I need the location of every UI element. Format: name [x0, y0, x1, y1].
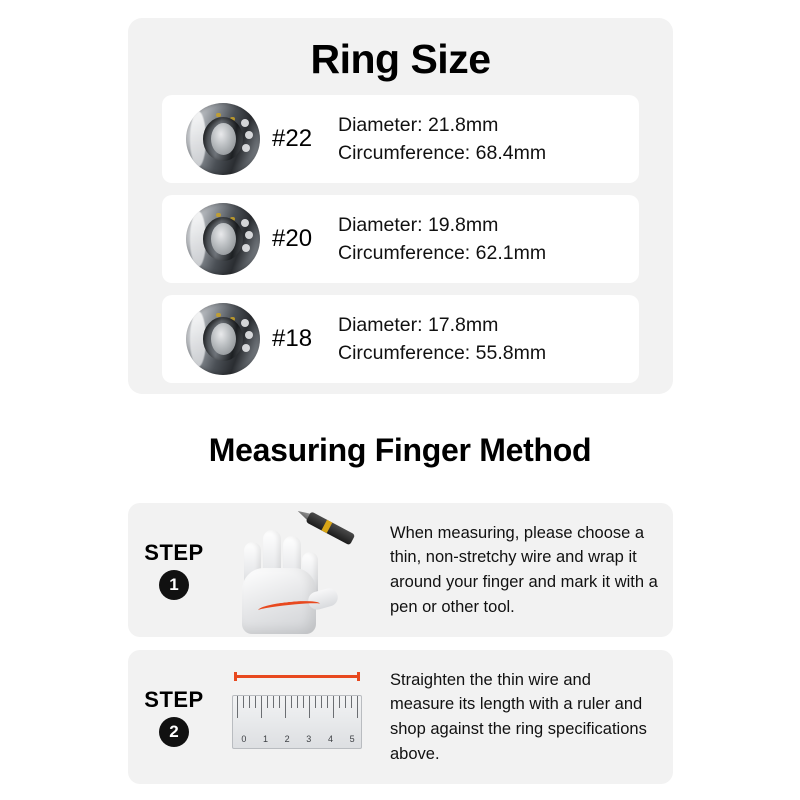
step-number: 1 [159, 570, 189, 600]
ring-circumference: Circumference: 62.1mm [338, 242, 547, 264]
ring-circumference: Circumference: 68.4mm [338, 142, 547, 164]
ring-size-label: #18 [272, 325, 313, 352]
step-description: Straighten the thin wire and measure its length with a ruler and shop against the ring specifications above. [390, 670, 647, 763]
step-description: When measuring, please choose a thin, non-stretchy wire and wrap it around your finger and mark it with a pen or other tool. [390, 523, 658, 616]
ring-size-specs [338, 311, 546, 368]
ring-size-card [128, 18, 673, 394]
ruler-number: 3 [306, 734, 312, 744]
ruler-number: 1 [262, 734, 268, 744]
page-title: Measuring Finger Method [208, 432, 592, 468]
wire-line [234, 675, 360, 678]
ring-circumference: Circumference: 55.8mm [338, 342, 547, 364]
hand-with-pen-icon [214, 510, 380, 630]
ruler-number: 4 [327, 734, 333, 744]
ring-diameter: Diameter: 21.8mm [338, 113, 499, 136]
ring-size-row-list [162, 95, 639, 383]
ruler-numbers [233, 734, 362, 744]
ruler-icon [214, 657, 380, 777]
ring-size-specs [338, 211, 546, 268]
step-word: STEP [144, 540, 204, 565]
step-badge [128, 540, 214, 600]
ring-diameter: Diameter: 19.8mm [338, 213, 499, 236]
ring-diameter: Diameter: 17.8mm [338, 313, 499, 336]
ruler-body [232, 695, 362, 749]
table-row [162, 295, 639, 383]
ring-size-specs [338, 111, 546, 168]
table-row [162, 95, 639, 183]
ring-size-label: #20 [272, 225, 313, 252]
ruler-number: 0 [241, 734, 247, 744]
step-badge [128, 687, 214, 747]
step-word: STEP [144, 687, 204, 712]
ruler-number: 5 [349, 734, 355, 744]
ring-icon [180, 199, 266, 279]
ruler-number: 2 [284, 734, 290, 744]
ring-size-title: Ring Size [310, 36, 491, 82]
ring-size-label: #22 [272, 125, 313, 152]
step-card-1 [128, 503, 673, 637]
ruler-ticks [233, 696, 362, 726]
step-card-2 [128, 650, 673, 784]
ring-icon [180, 299, 266, 379]
ring-icon [180, 99, 266, 179]
table-row [162, 195, 639, 283]
step-number: 2 [159, 717, 189, 747]
